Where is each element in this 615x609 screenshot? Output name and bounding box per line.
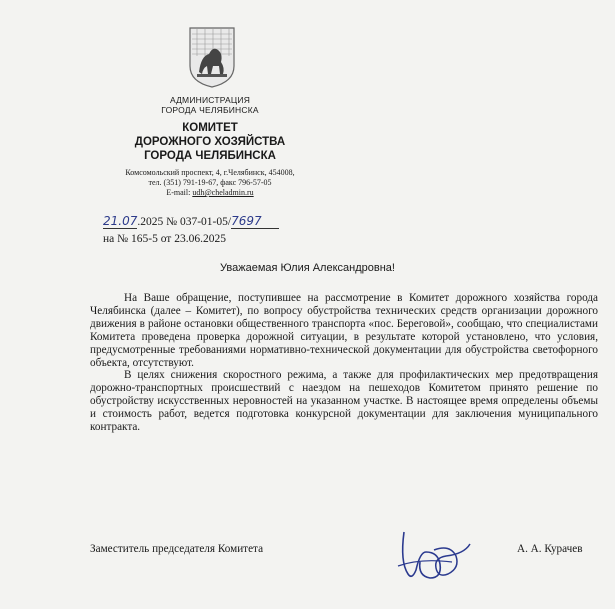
- committee-line-2: ДОРОЖНОГО ХОЗЯЙСТВА: [134, 136, 286, 148]
- registration-number-printed: 037-01-05/: [179, 216, 232, 228]
- address-line: Комсомольский проспект, 4, г.Челябинск, 454008,: [125, 168, 295, 177]
- registration-number-handwritten: 7697: [231, 214, 279, 229]
- city-emblem-icon: [187, 26, 237, 88]
- reference-date: 23.06.2025: [174, 233, 226, 245]
- paragraph-1: На Ваше обращение, поступившее на рассмотрение в Комитет дорожного хозяйства города Челябинска (далее – Комитет), по вопросу обустройства технических средств организации дорожного движения в районе остановки общественного транспорта «пос. Береговой», сообщаю, что специалистами Комитета проведена проверка дорожной ситуации, в результате которой установлено, что условия, предусмотренные требованиями нормативно-технической документации для обустройства светофорного объекта, отсутствуют.: [90, 292, 598, 369]
- phone-line: тел. (351) 791-19-67, факс 796-57-05: [148, 178, 272, 187]
- signatory-role: Заместитель председателя Комитета: [90, 543, 264, 555]
- registration-date-handwritten: 21.07: [103, 214, 138, 228]
- committee-line-3: ГОРОДА ЧЕЛЯБИНСКА: [144, 150, 276, 162]
- committee-line-1: КОМИТЕТ: [182, 122, 238, 134]
- reference-line: [103, 232, 226, 246]
- reference-from: от: [160, 233, 172, 245]
- letter-body: [90, 292, 598, 434]
- paragraph-2: В целях снижения скоростного режима, а также для профилактических мер предотвращения дорожно-транспортных происшествий с наездом на пешеходов Комитетом принято решение по обустройству искусственных неровностей на указанном участке. В настоящее время определены объемы и стоимость работ, ведется подготовка конкурсной документации для заключения муниципального контракта.: [90, 369, 598, 434]
- admin-line-2: ГОРОДА ЧЕЛЯБИНСКА: [161, 105, 259, 115]
- admin-line-1: АДМИНИСТРАЦИЯ: [169, 95, 251, 105]
- reference-number: 165-5: [130, 233, 158, 245]
- email-label: E-mail:: [166, 188, 191, 197]
- greeting: Уважаемая Юлия Александровна!: [220, 262, 395, 274]
- handwritten-signature: [390, 522, 480, 584]
- email-link[interactable]: udh@cheladmin.ru: [192, 188, 254, 197]
- signatory-name: А. А. Курачев: [517, 543, 583, 555]
- registration-number: [103, 214, 279, 229]
- registration-year: .2025 №: [137, 216, 178, 228]
- reference-prefix: на №: [103, 233, 129, 245]
- email-line: [95, 188, 325, 198]
